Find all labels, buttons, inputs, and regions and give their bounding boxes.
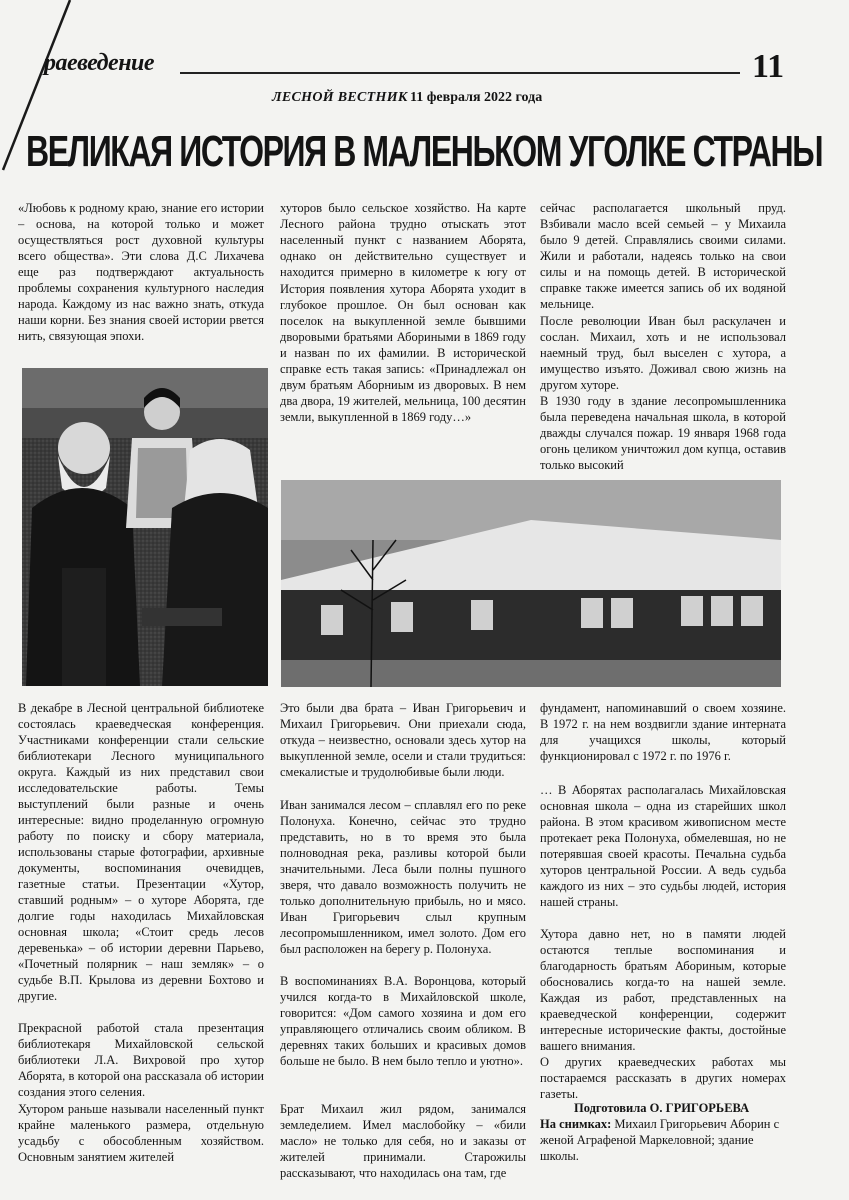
paragraph-presentation: Прекрасной работой стала презентация библиотекаря Михайловской сельской библиотеки Л.А. Вихровой про хутор Аборята, в которой она рассказала об истории создания этого селения.	[18, 1021, 264, 1099]
header-rule	[180, 72, 740, 74]
caption-label: На снимках:	[540, 1117, 612, 1131]
section-rubric: раеведение	[44, 50, 155, 76]
family-photo	[22, 368, 268, 686]
issue-date: 11 февраля 2022 года	[410, 90, 543, 105]
author-line: Подготовила О. ГРИГОРЬЕВА	[574, 1101, 750, 1115]
school-building-photo	[281, 480, 781, 687]
paragraph-foundation: фундамент, напоминавший о своем хозяине. В 1972 г. на нем воздвигли здание интерната для учащихся школы, который функционировал с 1972 г. по 1976 г.	[540, 701, 786, 763]
photo-caption	[540, 1116, 785, 1164]
paragraph-mikhail: Брат Михаил жил рядом, занимался земледелием. Имел маслобойку – «били масло» не только для себя, но и заказы от жителей принимали. Старожилы рассказывают, что находилась она там, где	[280, 1102, 526, 1180]
caption-text: Михаил Григорьевич Аборин с женой Аграфеной Маркеловной; здание школы.	[540, 1117, 780, 1163]
paragraph-memory: Хутора давно нет, но в памяти людей остаются теплые воспоминания и благодарность братьям Абориным, которые обосновались когда-то на нашей земле. Каждая из работ, представленных на краеведческой конференции, содержит интересные исторические факты, достойные вашего внимания.	[540, 927, 786, 1053]
paragraph-hutor-definition: Хутором раньше называли населенный пункт крайне маленького размера, отдельную усадьбу с обособленным хозяйством. Основным занятием жителей	[18, 1102, 264, 1164]
paragraph-col2-b: История появления хутора Аборята уходит в глубокое прошлое. Он был основан как поселок на выкупленной земле бывшими дворовыми братьями Абориными в 1869 году и назван по их фамилии. В исторической справке есть такая запись: «Принадлежал он двум братьям Аборниым из дворовых. В нем два двора, 19 жителей, мельница, 100 десятин земли, выкупленной в 1869 году…»	[280, 282, 526, 424]
article-headline: ВЕЛИКАЯ ИСТОРИЯ В МАЛЕНЬКОМ УГОЛКЕ СТРАНЫ	[26, 127, 823, 176]
paragraph-col3-b: После революции Иван был раскулачен и сослан. Михаил, хоть и не использовал наемный труд, был выселен с хутора, а имущество изъято. Доживал свою жизнь на другом хуторе.	[540, 314, 786, 392]
paragraph-col3-c: В 1930 году в здание лесопромышленника была переведена начальная школа, в которой дважды случался пожар. 19 января 1968 года огонь целиком уничтожил дом купца, оставив только высокий	[540, 394, 786, 472]
paragraph-col2-a: хуторов было сельское хозяйство. На карте Лесного района трудно отыскать этот населенный пункт с названием Аборята, однако он действительно существует и находится примерно в километре к югу от	[280, 201, 526, 279]
paragraph-school: … В Аборятах располагалась Михайловская основная школа – одна из старейших школ района. В этом красивом живописном месте протекает река Полонуха, обмелевшая, но не потерявшая своей красоты. Печальна судьба хуторов центральной России. А ведь судьба каждого из них – это судьбы людей, история нашей страны.	[540, 783, 786, 909]
paragraph-brothers: Это были два брата – Иван Григорьевич и Михаил Григорьевич. Они приехали сюда, откуда – неизвестно, основали здесь хутор на выкупленной земле, осели и стали трудиться: смекалистые и трудолюбивые были люди.	[280, 701, 526, 779]
paragraph-col3-a: сейчас располагается школьный пруд. Взбивали масло всей семьей – у Михаила было 9 детей. Справлялись своими силами. Жили и работали, надеясь только на свои силы и на помощь детей. В исторической справке также имеется запись об их водяной мельнице.	[540, 201, 786, 311]
page-number: 11	[752, 48, 785, 85]
paragraph-intro: «Любовь к родному краю, знание его истории – основа, на которой только и может осуществляться рост духовной культуры всего общества». Эти слова Д.С Лихачева еще раз подтверждают актуальность проблемы сохранения культурного наследия народа. Каждому из нас важно знать, откуда наши корни. Без знания своей истории рвется нить, связующая эпохи.	[18, 201, 264, 343]
paragraph-conference: В декабре в Лесной центральной библиотеке состоялась краеведческая конференция. Участниками конференции стали сельские библиотекари Лесного муниципального округа. Каждый из них представил свои исследовательские работы. Темы выступлений были разные и очень интересные: видно проделанную огромную работу по поиску и сбору материала, использованы старые фотографии, архивные документы, воспоминания очевидцев, газетные статьи. Презентации «Хутор, ставший родным» – о хуторе Аборята, где долгие годы находилась Михайловская основная школа; «Стоит средь лесов деревенька» – об истории деревни Парьево, «Почетный полярник – наш земляк» – о судьбе В.П. Крылова из деревни Бохтово и другие.	[18, 701, 264, 1003]
article-credit	[540, 1100, 785, 1164]
paragraph-ivan: Иван занимался лесом – сплавлял его по реке Полонуха. Конечно, сейчас это трудно представить, но в то время это была полноводная река, разливы которой были значительными. Леса были полны пушного зверя, что давало возможность получить не только дополнительную прибыль, но и мясо. Иван Григорьевич слыл крупным лесопромышленником, имел золото. Дом его был расположен на берегу р. Полонуха.	[280, 798, 526, 956]
newspaper-name: ЛЕСНОЙ ВЕСТНИК	[272, 90, 408, 105]
paragraph-closing: О других краеведческих работах мы постараемся рассказать в других номерах газеты.	[540, 1055, 786, 1101]
paragraph-memoirs: В воспоминаниях В.А. Воронцова, который учился когда-то в Михайловской школе, говорится: «Дом самого хозяина и дом его управляющего отличались своим обликом. В деревнях таких больших и красивых домов больше не было. В нем было тепло и уютно».	[280, 974, 526, 1068]
